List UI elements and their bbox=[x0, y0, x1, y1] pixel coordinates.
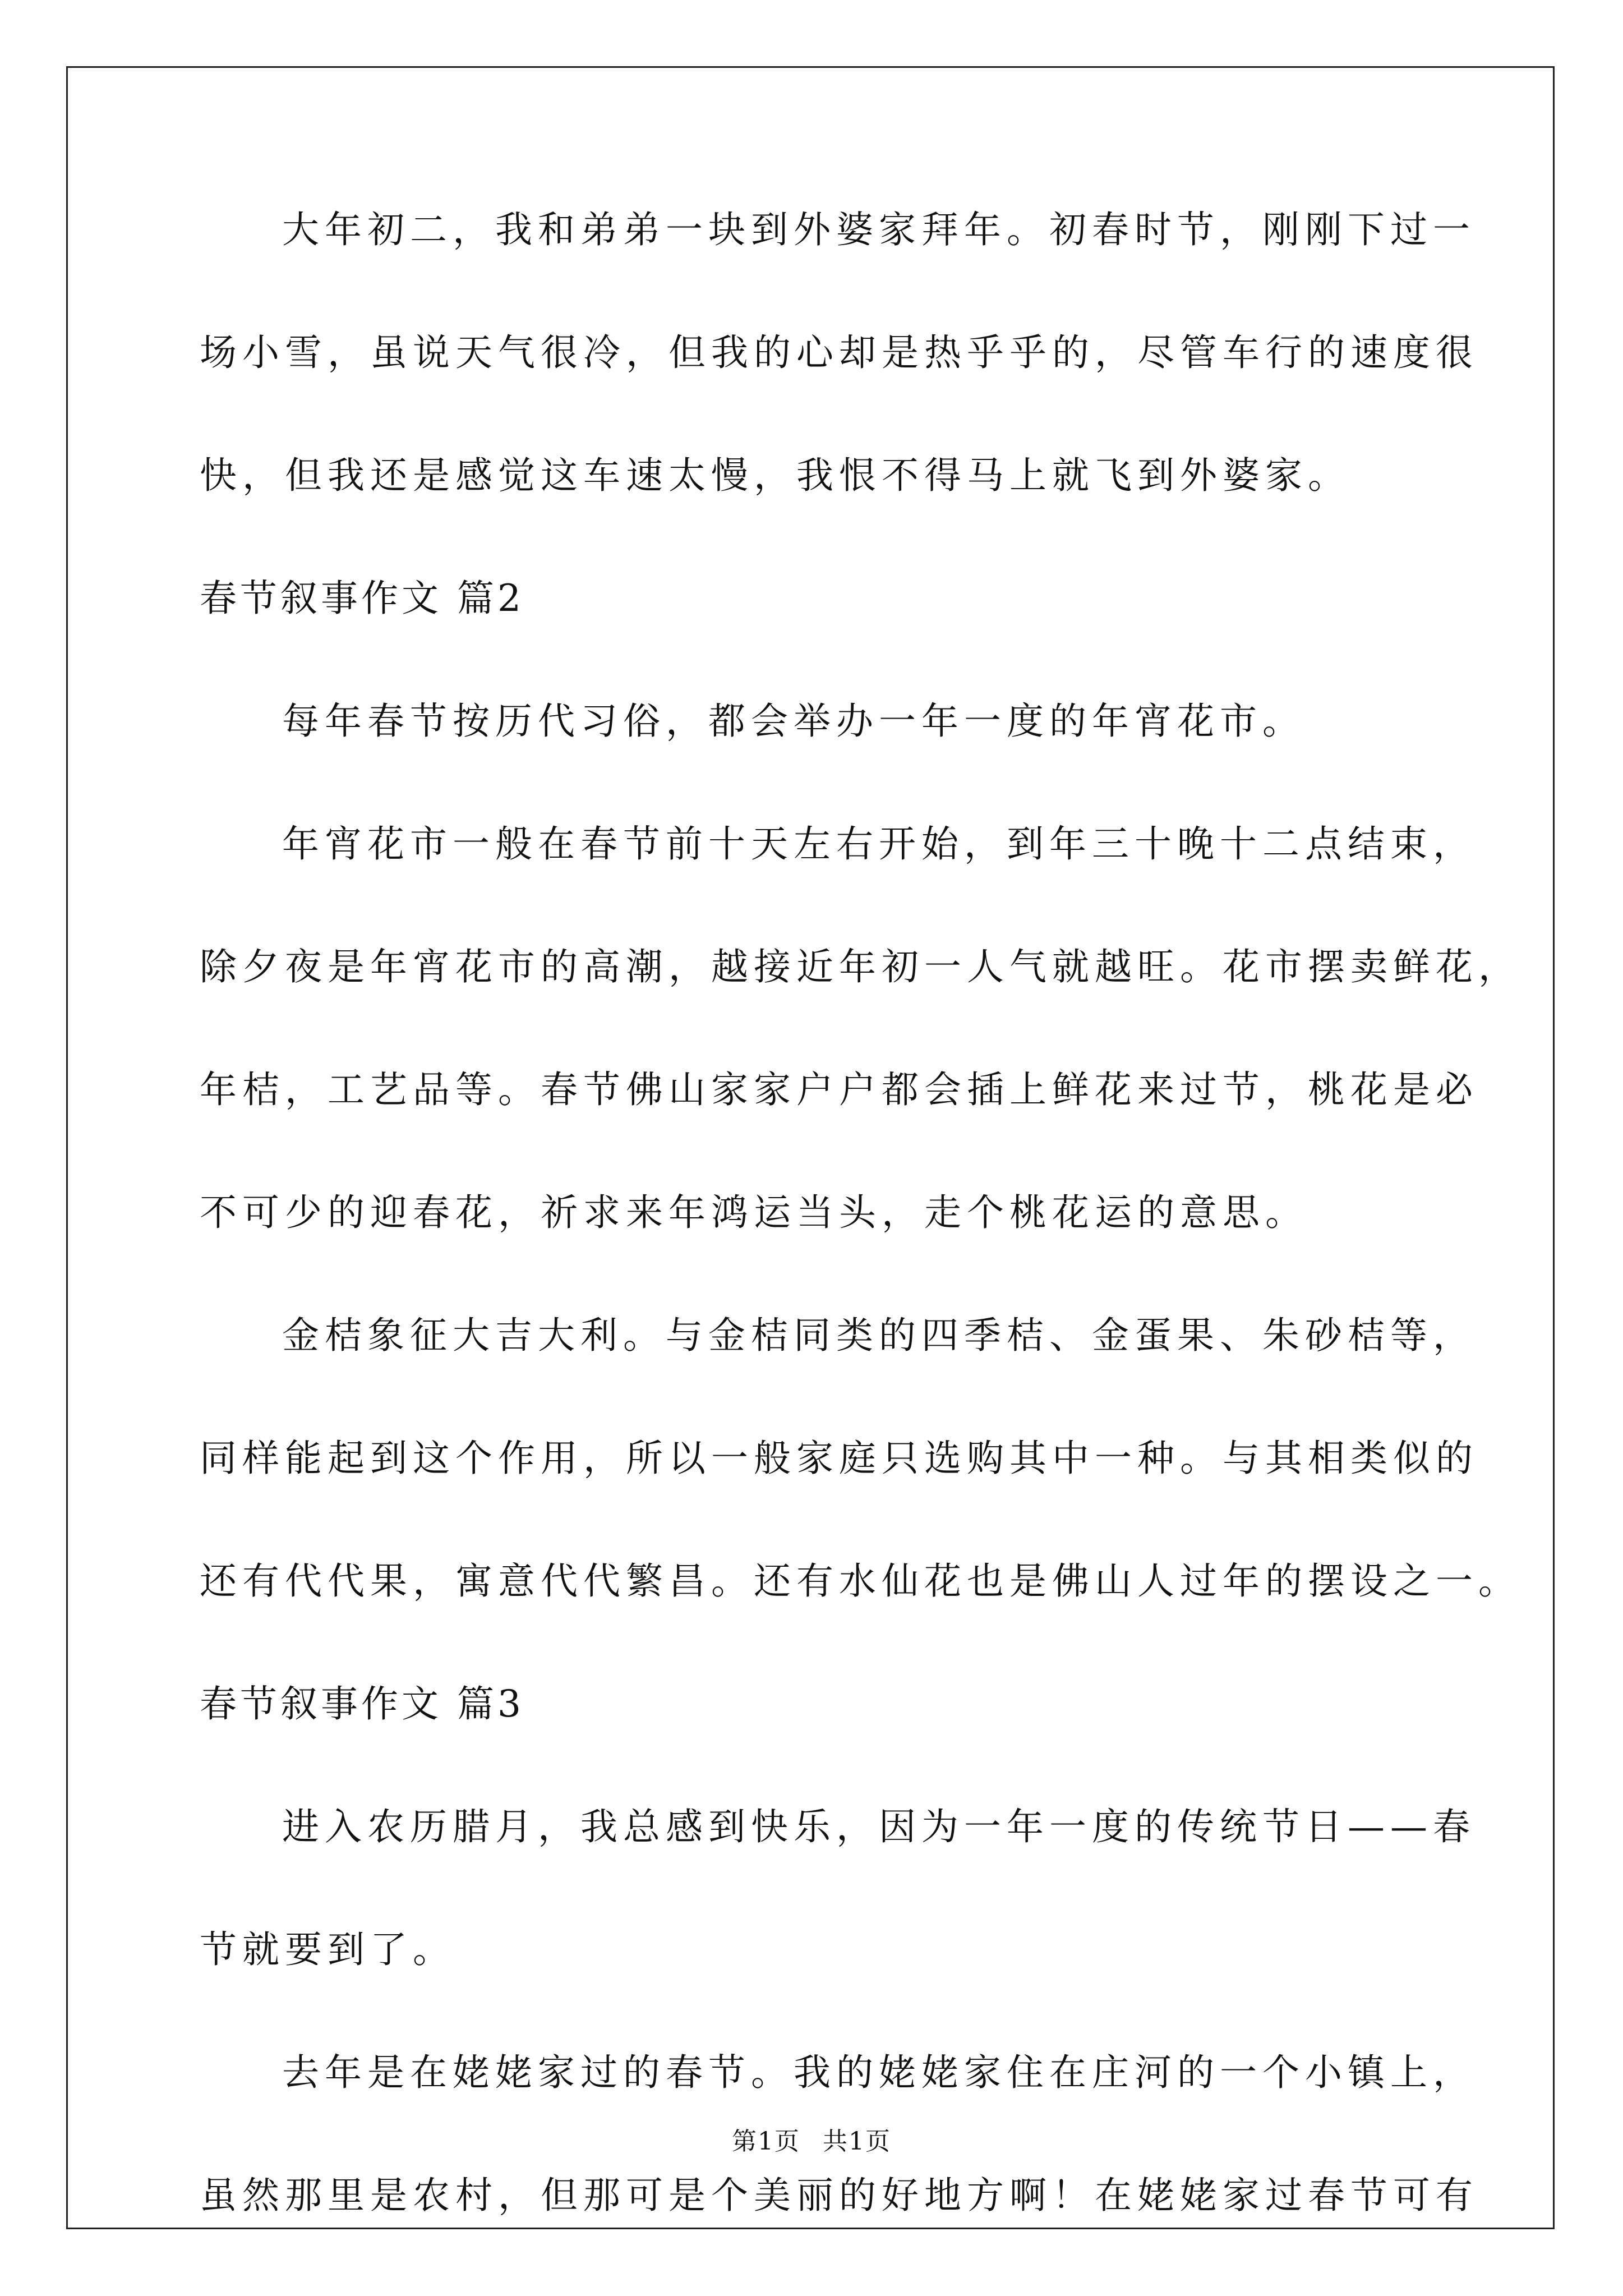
paragraph-line: 场小雪，虽说天气很冷，但我的心却是热乎乎的，尽管车行的速度很 bbox=[200, 331, 1478, 374]
page-border bbox=[66, 66, 1555, 2229]
paragraph-line: 节就要到了。 bbox=[200, 1928, 455, 1971]
section-heading: 春节叙事作文 篇2 bbox=[200, 577, 524, 620]
paragraph-line: 虽然那里是农村，但那可是个美丽的好地方啊！在姥姥家过春节可有 bbox=[200, 2174, 1478, 2217]
paragraph-line: 每年春节按历代习俗，都会举办一年一度的年宵花市。 bbox=[282, 700, 1305, 743]
paragraph-line: 不可少的迎春花，祈求来年鸿运当头，走个桃花运的意思。 bbox=[200, 1191, 1308, 1234]
paragraph-line: 金桔象征大吉大利。与金桔同类的四季桔、金蛋果、朱砂桔等， bbox=[282, 1314, 1476, 1357]
paragraph-line: 年宵花市一般在春节前十天左右开始，到年三十晚十二点结束， bbox=[282, 822, 1476, 866]
paragraph-line: 进入农历腊月，我总感到快乐，因为一年一度的传统节日——春 bbox=[282, 1805, 1476, 1848]
section-heading: 春节叙事作文 篇3 bbox=[200, 1682, 524, 1726]
paragraph-line: 去年是在姥姥家过的春节。我的姥姥家住在庄河的一个小镇上， bbox=[282, 2051, 1476, 2094]
paragraph-line: 除夕夜是年宵花市的高潮，越接近年初一人气就越旺。花市摆卖鲜花， bbox=[200, 945, 1521, 988]
paragraph-line: 还有代代果，寓意代代繁昌。还有水仙花也是佛山人过年的摆设之一。 bbox=[200, 1559, 1521, 1603]
page-total: 共1页 bbox=[823, 2127, 891, 2156]
paragraph-line: 同样能起到这个作用，所以一般家庭只选购其中一种。与其相类似的 bbox=[200, 1437, 1478, 1480]
paragraph-line: 年桔，工艺品等。春节佛山家家户户都会插上鲜花来过节，桃花是必 bbox=[200, 1068, 1478, 1111]
paragraph-line: 快，但我还是感觉这车速太慢，我恨不得马上就飞到外婆家。 bbox=[200, 454, 1350, 497]
page-footer bbox=[0, 2126, 1623, 2157]
page-number: 第1页 bbox=[732, 2127, 800, 2156]
paragraph-line: 大年初二，我和弟弟一块到外婆家拜年。初春时节，刚刚下过一 bbox=[282, 208, 1476, 251]
